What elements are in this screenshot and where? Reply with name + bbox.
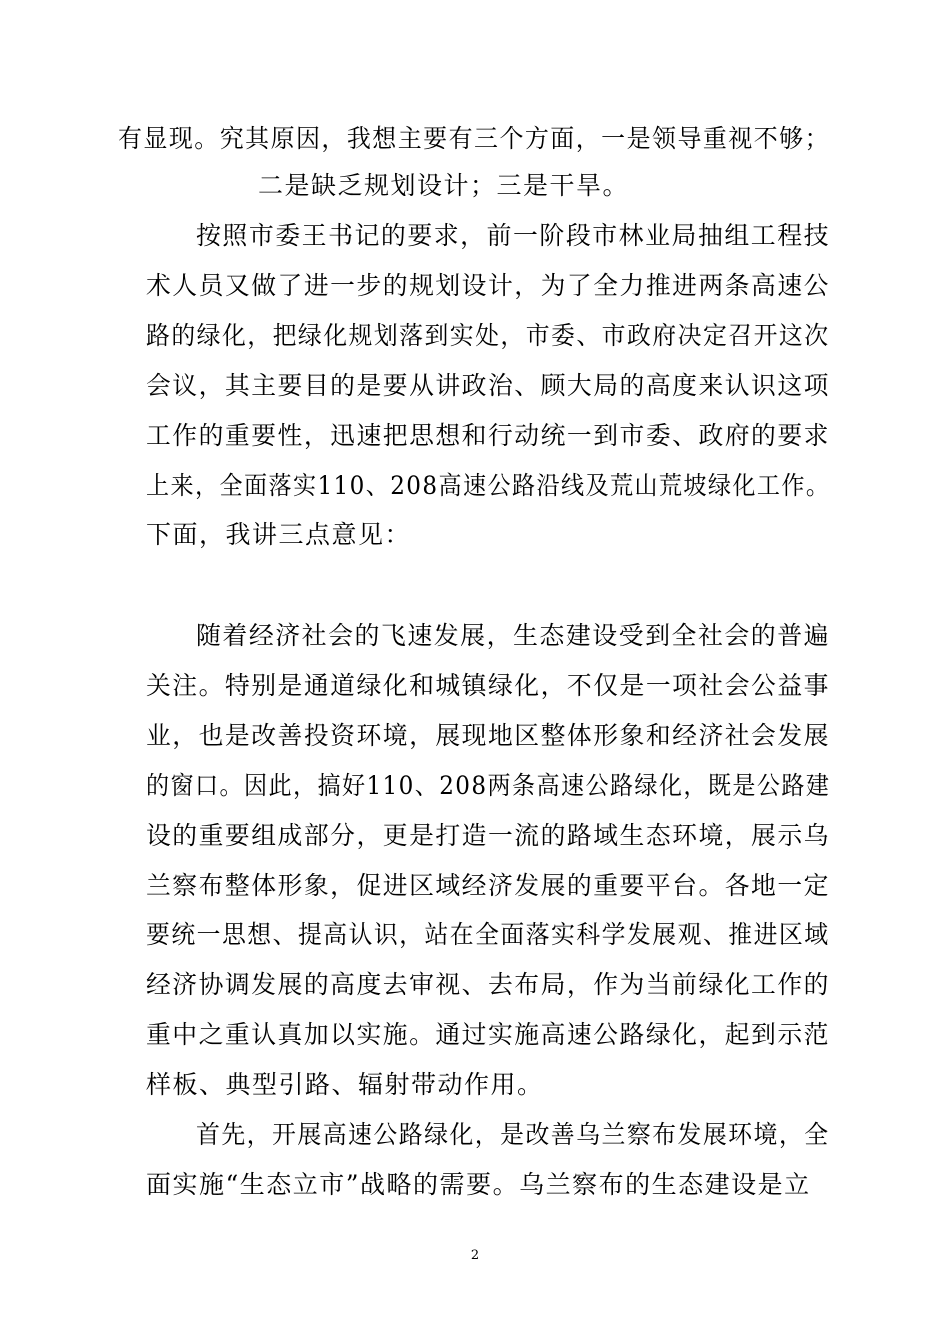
text-line: 要统一思想、提高认识，站在全面落实科学发展观、推进区域 bbox=[146, 920, 830, 949]
text-line: 二是缺乏规划设计；三是干旱。 bbox=[258, 171, 630, 200]
text-line: 上来，全面落实110、208高速公路沿线及荒山荒坡绿化工作。 bbox=[146, 471, 831, 500]
text-line: 会议，其主要目的是要从讲政治、顾大局的高度来认识这项 bbox=[146, 371, 830, 400]
text-line: 路的绿化，把绿化规划落到实处，市委、市政府决定召开这次 bbox=[146, 321, 830, 350]
text-line: 设的重要组成部分，更是打造一流的路域生态环境，展示乌 bbox=[146, 821, 830, 850]
text-line: 首先，开展高速公路绿化，是改善乌兰察布发展环境，全 bbox=[196, 1120, 830, 1149]
text-line: 样板、典型引路、辐射带动作用。 bbox=[146, 1070, 544, 1099]
text-line: 术人员又做了进一步的规划设计，为了全力推进两条高速公 bbox=[146, 271, 830, 300]
text-line: 工作的重要性，迅速把思想和行动统一到市委、政府的要求 bbox=[146, 421, 830, 450]
text-line: 按照市委王书记的要求，前一阶段市林业局抽组工程技 bbox=[196, 221, 831, 250]
text-line: 关注。特别是通道绿化和城镇绿化，不仅是一项社会公益事 bbox=[146, 671, 830, 700]
text-line: 下面，我讲三点意见： bbox=[146, 520, 412, 549]
text-line: 的窗口。因此，搞好110、208两条高速公路绿化，既是公路建 bbox=[146, 771, 831, 800]
text-line: 面实施“生态立市”战略的需要。乌兰察布的生态建设是立 bbox=[146, 1170, 811, 1199]
text-line: 有显现。究其原因，我想主要有三个方面，一是领导重视不够； bbox=[118, 124, 831, 153]
text-line: 随着经济社会的飞速发展，生态建设受到全社会的普遍 bbox=[196, 621, 831, 650]
text-line: 兰察布整体形象，促进区域经济发展的重要平台。各地一定 bbox=[146, 871, 830, 900]
text-line: 重中之重认真加以实施。通过实施高速公路绿化，起到示范 bbox=[146, 1020, 830, 1049]
text-line: 经济协调发展的高度去审视、去布局，作为当前绿化工作的 bbox=[146, 970, 830, 999]
page-number: 2 bbox=[470, 1248, 480, 1263]
text-line: 业，也是改善投资环境，展现地区整体形象和经济社会发展 bbox=[146, 721, 830, 750]
